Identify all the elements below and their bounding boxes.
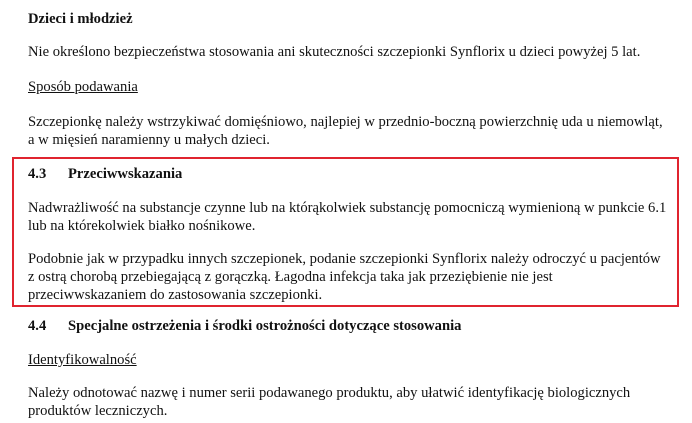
children-text: Nie określono bezpieczeństwa stosowania ani skuteczności szczepionki Synflorix u dzieci powyżej 5 lat.	[28, 44, 641, 60]
section-4-3-number: 4.3	[28, 166, 47, 182]
administration-text-line-2: a w mięsień naramienny u małych dzieci.	[28, 132, 270, 148]
traceability-text-line-1: Należy odnotować nazwę i numer serii podawanego produktu, aby ułatwić identyfikację biologicznych	[28, 385, 631, 401]
administration-heading: Sposób podawania	[28, 79, 138, 95]
section-4-3-heading	[28, 165, 182, 183]
contraindications-p2-line-3: przeciwwskazaniem do zastosowania szczepionki.	[28, 287, 323, 303]
children-heading: Dzieci i młodzież	[28, 11, 133, 27]
section-4-4-number: 4.4	[28, 318, 47, 334]
traceability-heading: Identyfikowalność	[28, 352, 137, 368]
section-4-4-heading	[28, 317, 461, 335]
administration-text-line-1: Szczepionkę należy wstrzykiwać domięśniowo, najlepiej w przednio-boczną powierzchnię uda u niemowląt,	[28, 114, 663, 130]
contraindications-p1-line-2: lub na którekolwiek białko nośnikowe.	[28, 218, 256, 234]
contraindications-p2-line-2: z ostrą chorobą przebiegającą z gorączką. Łagodna infekcja taka jak przeziębienie nie jest	[28, 269, 553, 285]
section-4-4-title: Specjalne ostrzeżenia i środki ostrożności dotyczące stosowania	[68, 318, 462, 334]
contraindications-p1-line-1: Nadwrażliwość na substancje czynne lub na którąkolwiek substancję pomocniczą wymienioną w punkcie 6.1	[28, 200, 667, 216]
contraindications-p2-line-1: Podobnie jak w przypadku innych szczepionek, podanie szczepionki Synflorix należy odroczyć u pacjentów	[28, 251, 661, 267]
traceability-text-line-2: produktów leczniczych.	[28, 403, 168, 419]
section-4-3-title: Przeciwwskazania	[68, 166, 183, 182]
